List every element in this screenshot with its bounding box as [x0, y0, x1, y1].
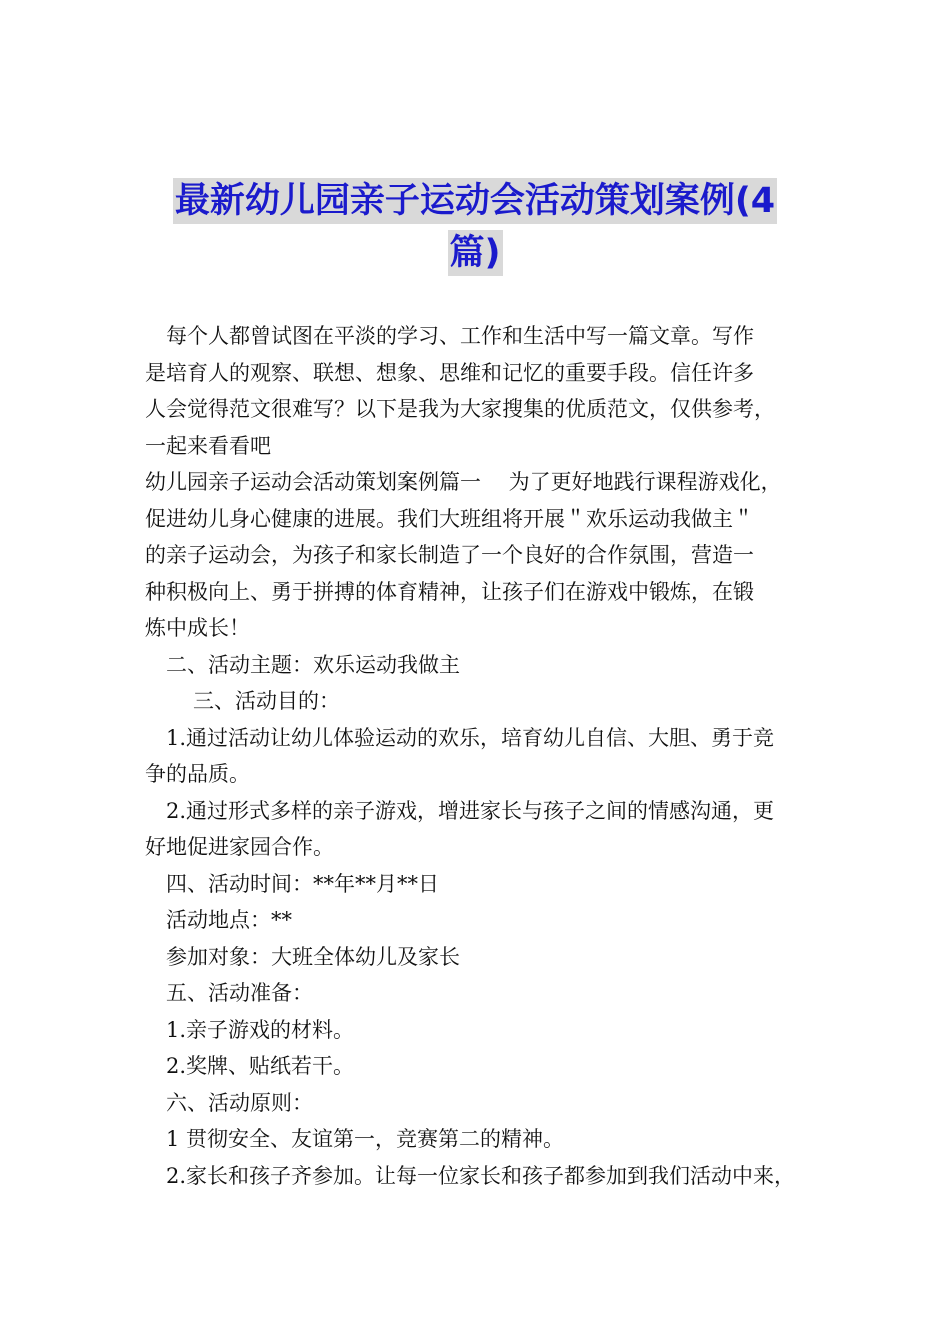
text-line: 幼儿园亲子运动会活动策划案例篇一 为了更好地践行课程游戏化，	[145, 470, 782, 494]
text-line: 2.奖牌、贴纸若干。	[166, 1054, 355, 1078]
text-line: 是培育人的观察、联想、想象、思维和记忆的重要手段。信任许多	[145, 360, 754, 385]
text-line: 2.通过形式多样的亲子游戏，增进家长与孩子之间的情感沟通，更	[166, 798, 775, 823]
text-line: 五、活动准备：	[166, 981, 313, 1005]
text-line: 三、活动目的：	[193, 689, 340, 713]
text-line: 每个人都曾试图在平淡的学习、工作和生活中写一篇文章。写作	[166, 324, 754, 348]
text-line: 1 贯彻安全、友谊第一，竞赛第二的精神。	[166, 1127, 565, 1151]
text-line: 二、活动主题：欢乐运动我做主	[166, 652, 460, 677]
text-line: 争的品质。	[145, 762, 250, 786]
text-line: 种积极向上、勇于拼搏的体育精神，让孩子们在游戏中锻炼，在锻	[145, 579, 754, 604]
title-line-1: 最新幼儿园亲子运动会活动策划案例(4	[173, 178, 777, 224]
text-line: 1.亲子游戏的材料。	[166, 1017, 355, 1042]
document-title	[100, 178, 850, 276]
text-line: 炼中成长！	[145, 616, 250, 640]
document-body	[145, 318, 825, 1194]
text-line: 四、活动时间：**年**月**日	[166, 871, 439, 896]
text-line: 促进幼儿身心健康的进展。我们大班组将开展＂欢乐运动我做主＂	[145, 506, 754, 531]
title-line-2: 篇)	[448, 230, 503, 276]
text-line: 1.通过活动让幼儿体验运动的欢乐，培育幼儿自信、大胆、勇于竞	[166, 725, 775, 750]
text-line: 六、活动原则：	[166, 1090, 313, 1115]
text-line: 活动地点：**	[166, 908, 292, 932]
text-line: 的亲子运动会，为孩子和家长制造了一个良好的合作氛围，营造一	[145, 543, 754, 567]
text-line: 参加对象：大班全体幼儿及家长	[166, 944, 460, 969]
text-line: 人会觉得范文很难写？以下是我为大家搜集的优质范文，仅供参考，	[145, 397, 775, 421]
text-line: 2.家长和孩子齐参加。让每一位家长和孩子都参加到我们活动中来，	[166, 1163, 796, 1188]
text-line: 好地促进家园合作。	[145, 835, 334, 859]
text-line: 一起来看看吧	[145, 433, 271, 458]
